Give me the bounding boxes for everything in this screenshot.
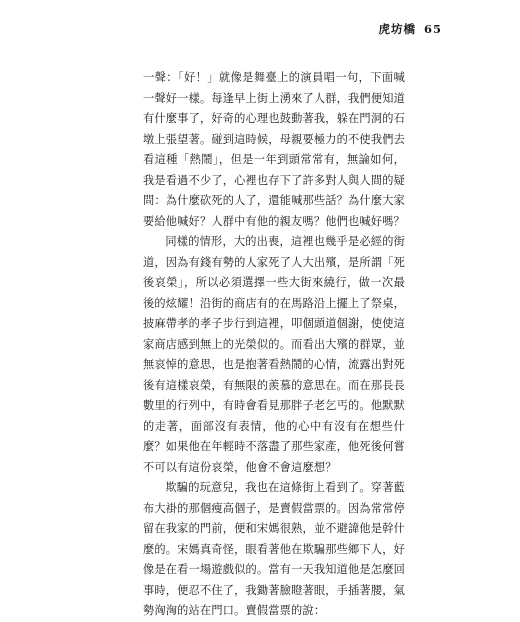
paragraph-2: 同樣的情形，大的出喪，這裡也幾乎是必經的街道，因為有錢有勢的人家死了人大出殯，是所謂「死後哀榮」，所以必須選擇一些大街來繞行，做一次最後的炫耀！沿街的商店有的在馬路沿上擺上了祭桌，披麻帶孝的孝子步行到這裡，叩個頭道個謝，使使這家商店感到無上的光榮似的。而看出大殯的群眾，並無哀悼的意思，也是抱著看熱鬧的心情，流露出對死後有這樣哀榮，有無限的羨慕的意思在。而在那長長數里的行列中，有時會看見那胖子老乞丐的。他默默的走著，面部沒有表情，他的心中有沒有在想些什麼？如果他在年輕時不落盡了那些家產，他死後何嘗不可以有這份哀榮，他會不會這麼想？ [143,235,405,474]
paragraph-1: 一聲：「好！」就像是舞臺上的演員唱一句，下面喊一聲好一樣。每逢早上街上湧來了人群，我們便知道有什麼事了，好奇的心理也鼓動著我，躲在門洞的石墩上張望著。碰到這時候，母親要極力的不使我們去看這種「熱鬧」，但是一年到頭常常有，無論如何，我是看過不少了，心裡也存下了許多對人與人間的疑問：為什麼砍死的人了，還能喊那些話？為什麼大家要給他喊好？人群中有他的親友嗎？他們也喊好嗎？ [143,71,405,228]
running-head [378,21,442,37]
chapter-title: 虎坊橋 [378,22,416,36]
page-number: 65 [423,22,442,36]
body-text [143,68,405,622]
paragraph-3: 欺騙的玩意兒，我也在這條街上看到了。穿著藍布大褂的那個瘦高個子，是賣假當票的。因為常常停留在我家的門前，便和宋媽很熟，並不避諱他是幹什麼的。宋媽真奇怪，眼看著他在欺騙那些鄉下人，好像是在看一場遊戲似的。當有一天我知道他是怎麼回事時，便忍不住了，我鋤著臉瞪著眼，手插著腰，氣勢洶洶的站在門口。賣假當票的說： [143,481,405,617]
